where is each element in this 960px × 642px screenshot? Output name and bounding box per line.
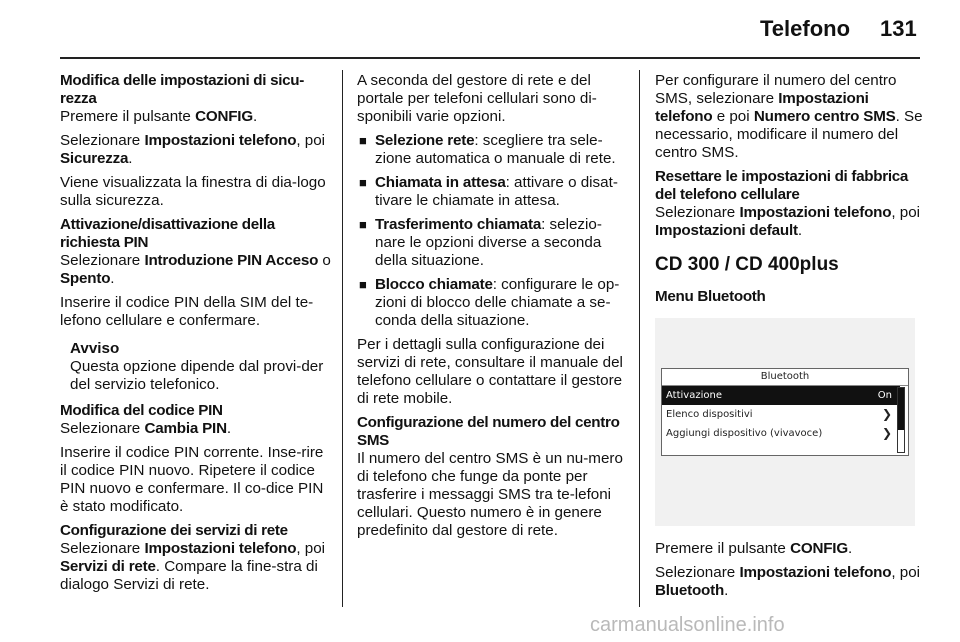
column-divider-2 (639, 70, 640, 607)
chevron-right-icon: ❯ (881, 407, 892, 421)
paragraph: Selezionare Impostazioni telefono, poi Impostazioni default. (655, 204, 921, 239)
menu-row-activation: Attivazione On (662, 386, 900, 405)
paragraph: Per i dettagli sulla configurazione dei servizi di rete, consultare il manuale del telefono cellulare o contattare il gestore di rete mobile. (357, 336, 623, 407)
list-item: ■ Chiamata in attesa: attivare o disat-tivare le chiamate in attesa. (359, 174, 629, 210)
paragraph: A seconda del gestore di rete e del portale per telefoni cellulari sono di-sponibili varie opzioni. (357, 72, 597, 125)
scrollbar (897, 387, 905, 453)
column-1 (60, 72, 332, 600)
paragraph: Inserire il codice PIN della SIM del te-lefono cellulare e confermare. (60, 294, 314, 329)
paragraph: Inserire il codice PIN corrente. Inse-rire il codice PIN nuovo. Ripetere il codice PIN nuovo e confermare. Il co-dice PIN è stato modificato. (60, 444, 324, 515)
bluetooth-menu-screen (661, 368, 909, 456)
screen-title: Bluetooth (662, 369, 908, 386)
menu-row-add-device: Aggiungi dispositivo (vivavoce) ❯ (662, 424, 900, 443)
section-heading-network-services: Configurazione dei servizi di rete (60, 522, 288, 539)
list-item: ■ Selezione rete: scegliere tra sele-zione automatica o manuale di rete. (359, 132, 629, 168)
watermark: carmanualsonline.info (590, 614, 785, 636)
menu-row-device-list: Elenco dispositivi ❯ (662, 405, 900, 424)
section-heading-bluetooth-menu: Menu Bluetooth (655, 288, 766, 305)
section-heading-pin-request: Attivazione/disattivazione della richiesta PIN (60, 216, 275, 251)
page-number: 131 (880, 16, 917, 41)
section-heading-change-pin: Modifica del codice PIN (60, 402, 223, 419)
paragraph: Premere il pulsante CONFIG. (655, 540, 853, 557)
note-text: Questa opzione dipende dal provi-der del servizio telefonico. (70, 358, 324, 393)
list-item: ■ Blocco chiamate: configurare le op-zioni di blocco delle chiamate a se-conda della situazione. (359, 276, 629, 330)
column-3 (655, 72, 923, 606)
paragraph: Selezionare Introduzione PIN Acceso o Spento. (60, 252, 331, 287)
column-divider-1 (342, 70, 343, 607)
page-header-title: Telefono (760, 16, 851, 41)
list-item: ■ Trasferimento chiamata: selezio-nare le opzioni diverse a seconda della situazione. (359, 216, 629, 270)
section-heading-security: Modifica delle impostazioni di sicu-rezza (60, 72, 305, 107)
paragraph: Selezionare Impostazioni telefono, poi Sicurezza. (60, 132, 326, 167)
paragraph: Selezionare Impostazioni telefono, poi Servizi di rete. Compare la fine-stra di dialogo Servizi di rete. (60, 540, 326, 593)
section-title-cd300: CD 300 / CD 400plus (655, 254, 839, 275)
section-heading-factory-reset: Resettare le impostazioni di fabbrica del telefono cellulare (655, 168, 909, 203)
header-divider (60, 57, 920, 59)
options-list (359, 132, 629, 330)
chevron-right-icon: ❯ (881, 426, 892, 440)
paragraph: Selezionare Impostazioni telefono, poi Bluetooth. (655, 564, 921, 599)
note-heading: Avviso (70, 340, 120, 357)
paragraph: Viene visualizzata la finestra di dia-logo sulla sicurezza. (60, 174, 326, 209)
paragraph: Premere il pulsante CONFIG. (60, 108, 258, 125)
column-2 (357, 72, 629, 546)
paragraph: Selezionare Cambia PIN. (60, 420, 232, 437)
note-box (70, 340, 332, 394)
bluetooth-menu-figure (655, 318, 915, 526)
paragraph: Per configurare il numero del centro SMS, selezionare Impostazioni telefono e poi Numero centro SMS. Se necessario, modificare il numero del centro SMS. (655, 72, 923, 161)
paragraph: Il numero del centro SMS è un nu-mero di telefono che funge da ponte per trasferire i messaggi SMS tra te-lefoni cellulari. Questo numero è in genere predefinito dal gestore di rete. (357, 450, 623, 539)
section-heading-sms-center: Configurazione del numero del centro SMS (357, 414, 620, 449)
